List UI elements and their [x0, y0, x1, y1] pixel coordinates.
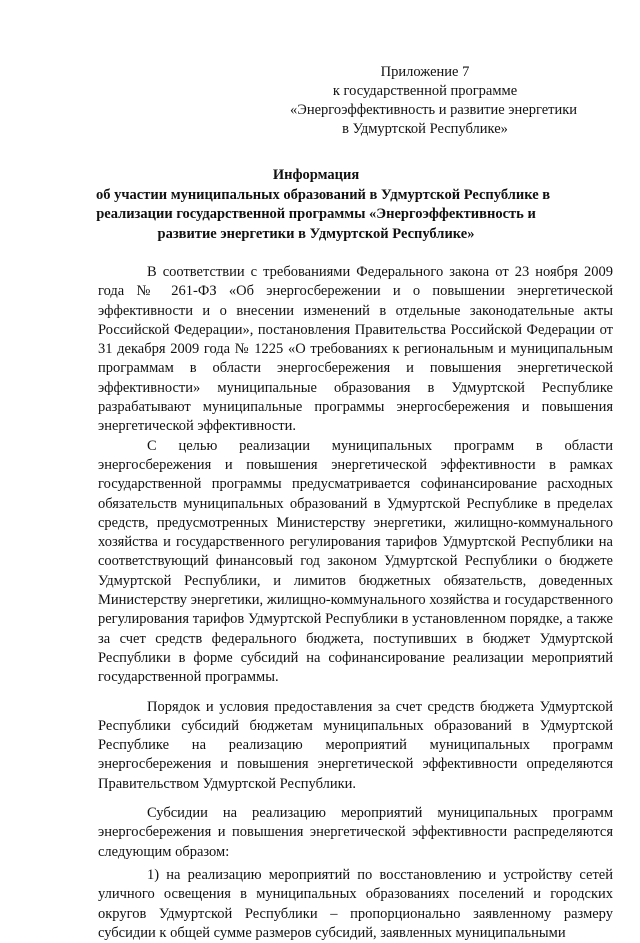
- appendix-line: «Энергоэффективность и развитие энергетики: [290, 102, 578, 118]
- document-heading: [96, 166, 551, 244]
- appendix-header: [290, 63, 578, 139]
- document-subtitle-line: об участии муниципальных образований в Удмуртской Республике в: [96, 186, 551, 203]
- body-paragraph: 1) на реализацию мероприятий по восстановлению и устройству сетей уличного освещения в муниципальных образованиях поселений и городских округов Удмуртской Республики – пропорционально заявленному размеру субсидии к общей сумме размеров субсидий, заявленных муниципальными: [98, 866, 613, 941]
- document-subtitle-line: реализации государственной программы «Энергоэффективность и: [96, 206, 536, 222]
- appendix-line: к государственной программе: [332, 83, 518, 99]
- document-title: Информация: [272, 167, 360, 183]
- appendix-line: Приложение 7: [380, 64, 470, 80]
- document-body: [98, 263, 613, 943]
- body-paragraph: В соответствии с требованиями Федерального закона от 23 ноября 2009 года № 261-ФЗ «Об энергосбережении и о повышении энергетической эффективности и о внесении изменений в отдельные законодательные акты Российской Федерации», постановления Правительства Российской Федерации от 31 декабря 2009 года № 1225 «О требованиях к региональным и муниципальным программам в области энергосбережения и повышения энергетической эффективности» муниципальные образования в Удмуртской Республике разрабатывают муниципальные программы энергосбережения и повышения энергетической эффективности.: [98, 264, 613, 435]
- body-paragraph: С целью реализации муниципальных программ в области энергосбережения и повышения энергетической эффективности в рамках государственной программы предусматривается софинансирование расходных обязательств муниципальных образований в Удмуртской Республике в пределах средств, предусмотренных Министерству энергетики, жилищно-коммунального хозяйства и государственного регулирования тарифов Удмуртской Республики на соответствующий финансовый год законом Удмуртской Республики о бюджете Удмуртской Республики, и лимитов бюджетных обязательств, доведенных Министерству энергетики, жилищно-коммунального хозяйства и государственного регулирования тарифов Удмуртской Республики в установленном порядке, а также за счет средств федерального бюджета, поступивших в бюджет Удмуртской Республики в форме субсидий на софинансирование реализации мероприятий государственной программы.: [98, 437, 613, 686]
- body-paragraph: Порядок и условия предоставления за счет средств бюджета Удмуртской Республики субсидий бюджетам муниципальных образований в Удмуртской Республике на реализацию мероприятий муниципальных программ энергосбережения и повышения энергетической эффективности определяются Правительством Удмуртской Республики.: [98, 698, 613, 792]
- appendix-line: в Удмуртской Республике»: [342, 121, 508, 137]
- body-paragraph: Субсидии на реализацию мероприятий муниципальных программ энергосбережения и повышения энергетической эффективности распределяются следующим образом:: [98, 805, 613, 860]
- document-subtitle-line: развитие энергетики в Удмуртской Республике»: [157, 225, 475, 242]
